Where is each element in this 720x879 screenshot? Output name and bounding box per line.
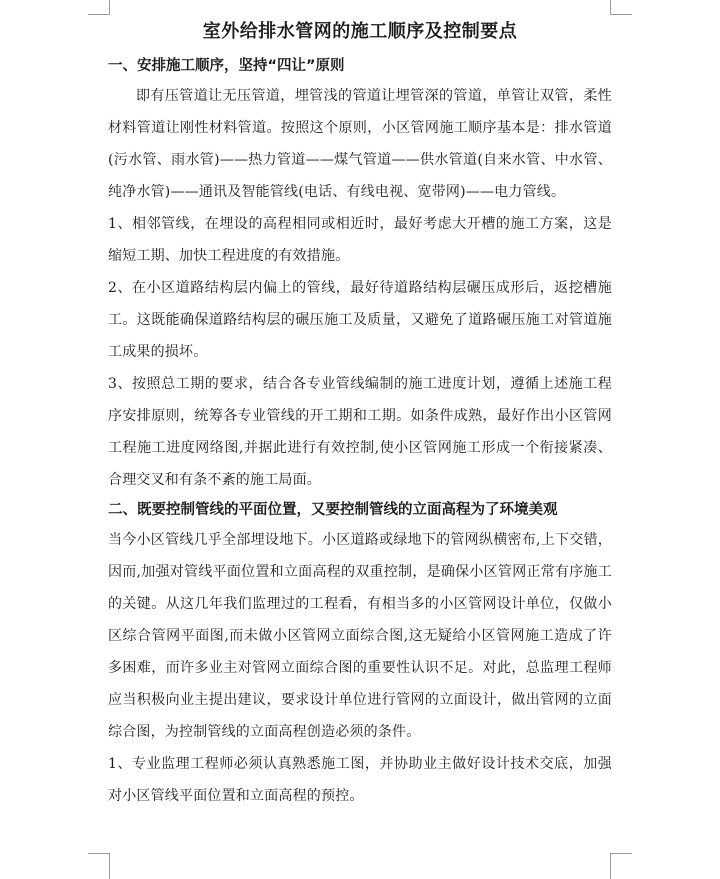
section-2-heading: 二、既要控制管线的平面位置，又要控制管线的立面高程为了环境美观 <box>108 502 558 518</box>
section-2-item-1: 1、专业监理工程师必须认真熟悉施工图，并协助业主做好设计技术交底，加强对小区管线平面位置和立面高程的预控。 <box>108 756 612 804</box>
crop-mark-top-right <box>610 0 611 15</box>
section-1-intro: 即有压管道让无压管道，埋管浅的管道让埋管深的管道，单管让双管，柔性材料管道让刚性材料管道。按照这个原则，小区管网施工顺序基本是：排水管道(污水管、雨水管)——热力管道——煤气管道——供水管道(自来水管、中水管、纯净水管)——通讯及智能管线(电话、有线电视、宽带网)——电力管线。 <box>108 88 612 200</box>
section-1-item-3: 3、按照总工期的要求，结合各专业管线编制的施工进度计划，遵循上述施工程序安排原则，统筹各专业管线的开工期和工期。如条件成熟，最好作出小区管网工程施工进度网络图,并据此进行有效控制,使小区管网施工形成一个衔接紧凑、合理交叉和有条不紊的施工局面。 <box>108 376 612 488</box>
crop-mark-top-left <box>88 14 110 15</box>
crop-mark-bottom-left <box>88 853 110 854</box>
section-2-intro: 当今小区管线几乎全部埋设地下。小区道路或绿地下的管网纵横密布,上下交错，因而,加强对管线平面位置和立面高程的双重控制，是确保小区管网正常有序施工的关键。从这几年我们监理过的工程看，有相当多的小区管网设计单位，仅做小区综合管网平面图,而未做小区管网立面综合图,这无疑给小区管网施工造成了许多困难，而许多业主对管网立面综合图的重要性认识不足。对此，总监理工程师应当积极向业主提出建议，要求设计单位进行管网的立面设计，做出管网的立面综合图，为控制管线的立面高程创造必须的条件。 <box>108 532 612 740</box>
crop-mark-bottom-right <box>610 853 611 879</box>
section-1-item-1: 1、相邻管线，在埋设的高程相同或相近时，最好考虑大开槽的施工方案，这是缩短工期、加快工程进度的有效措施。 <box>108 216 612 264</box>
document-body <box>108 18 612 812</box>
crop-mark-top-left <box>109 0 110 15</box>
section-1-heading: 一、安排施工顺序，坚持“四让”原则 <box>108 58 345 74</box>
crop-mark-bottom-right <box>610 853 632 854</box>
document-title: 室外给排水管网的施工顺序及控制要点 <box>202 21 518 42</box>
crop-mark-bottom-left <box>109 853 110 879</box>
section-1-item-2: 2、在小区道路结构层内偏上的管线，最好待道路结构层碾压成形后，返挖槽施工。这既能确保道路结构层的碾压施工及质量，又避免了道路碾压施工对管道施工成果的损坏。 <box>108 280 612 360</box>
crop-mark-top-right <box>610 14 632 15</box>
